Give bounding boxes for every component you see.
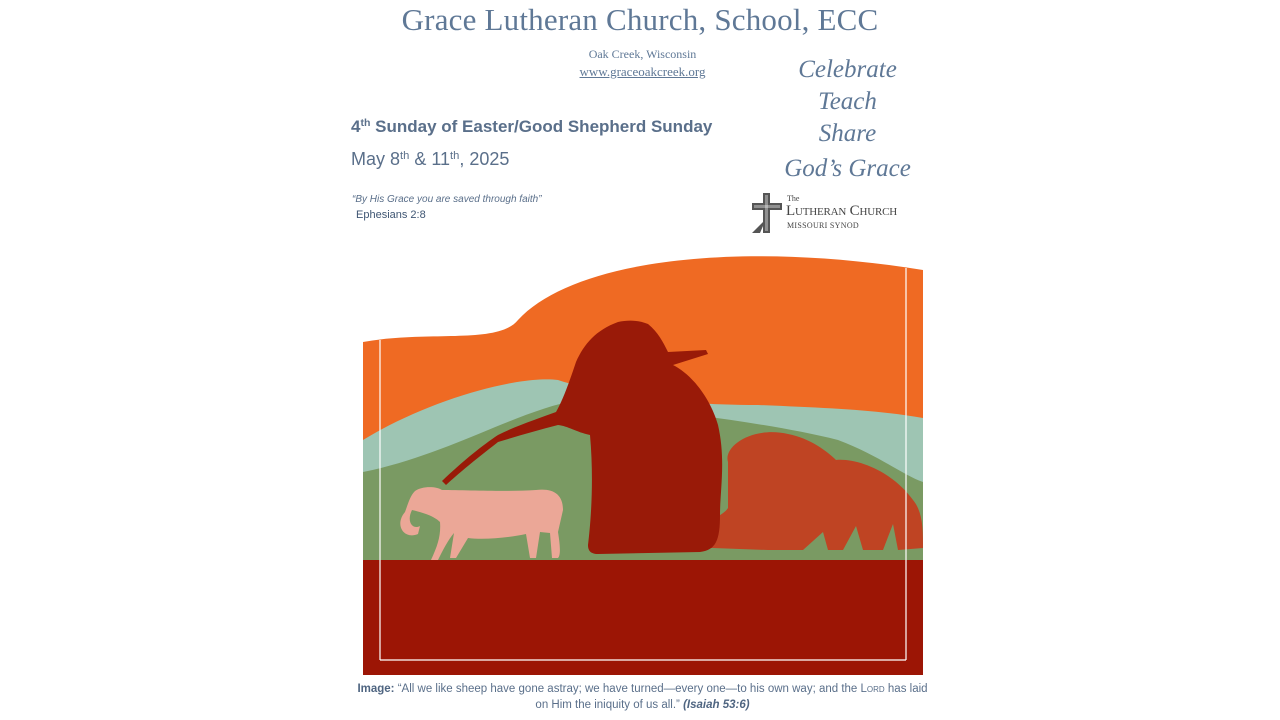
lcms-the: The [787, 194, 800, 203]
church-website-link[interactable]: www.graceoakcreek.org [579, 64, 706, 79]
cross-icon [750, 192, 784, 234]
image-caption: Image: “All we like sheep have gone astray; we have turned—every one—to his own way; and the Lord has laid on Him the iniquity of us all.” (Isaiah 53:6) [357, 683, 928, 711]
lcms-synod: MISSOURI SYNOD [787, 221, 859, 230]
lcms-logo [750, 192, 935, 234]
verse-quote: “By His Grace you are saved through faith” [352, 194, 542, 205]
church-location: Oak Creek, Wisconsin [588, 47, 697, 61]
sunday-heading: 4th Sunday of Easter/Good Shepherd Sunday [351, 117, 713, 136]
motto-teach: Teach [818, 88, 877, 115]
church-title: Grace Lutheran Church, School, ECC [401, 2, 879, 37]
motto-share: Share [818, 120, 877, 147]
lcms-name: Lutheran Church [786, 203, 897, 219]
ground-red [363, 560, 923, 675]
motto-celebrate: Celebrate [798, 56, 897, 83]
verse-reference: Ephesians 2:8 [356, 209, 426, 221]
good-shepherd-illustration [358, 250, 928, 675]
motto-gods-grace: God’s Grace [784, 155, 911, 182]
service-dates: May 8th & 11th, 2025 [351, 149, 510, 169]
